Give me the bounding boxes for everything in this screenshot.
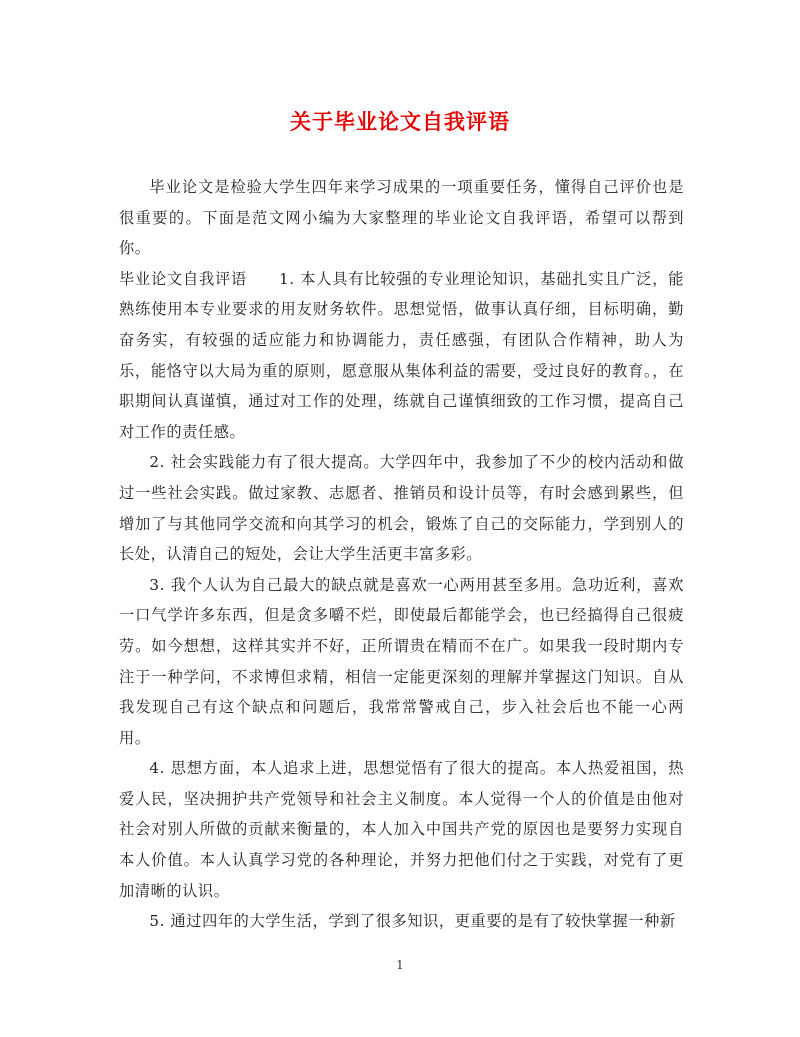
document-title: 关于毕业论文自我评语 [290, 110, 510, 134]
paragraph-3: 3. 我个人认为自己最大的缺点就是喜欢一心两用甚至多用。急功近利，喜欢一口气学许多东西，但是贪多嚼不烂，即使最后都能学会，也已经搞得自己很疲劳。如今想想，这样其实并不好，正所谓贵在精而不在广。如果我一段时期内专注于一种学问，不求博但求精，相信一定能更深刻的理解并掌握这门知识。自从我发现自己有这个缺点和问题后，我常常警戒自己，步入社会后也不能一心两用。 [119, 575, 684, 747]
document-body [119, 172, 684, 937]
page-number: 1 [396, 958, 404, 972]
intro-paragraph: 毕业论文是检验大学生四年来学习成果的一项重要任务，懂得自己评价也是很重要的。下面是范文网小编为大家整理的毕业论文自我评语，希望可以帮到你。 [119, 178, 684, 258]
paragraph-5: 5. 通过四年的大学生活，学到了很多知识，更重要的是有了较快掌握一种新 [149, 912, 676, 931]
paragraph-2: 2. 社会实践能力有了很大提高。大学四年中，我参加了不少的校内活动和做过一些社会实践。做过家教、志愿者、推销员和设计员等，有时会感到累些，但增加了与其他同学交流和向其学习的机会，锻炼了自己的交际能力，学到别人的长处，认清自己的短处，会让大学生活更丰富多彩。 [119, 453, 684, 564]
paragraph-4: 4. 思想方面，本人追求上进，思想觉悟有了很大的提高。本人热爱祖国，热爱人民，坚决拥护共产党领导和社会主义制度。本人觉得一个人的价值是由他对社会对别人所做的贡献来衡量的，本人加入中国共产党的原因也是要努力实现自本人价值。本人认真学习党的各种理论，并努力把他们付之于实践，对党有了更加清晰的认识。 [119, 759, 684, 900]
paragraph-1: 毕业论文自我评语 1. 本人具有比较强的专业理论知识，基础扎实且广泛，能熟练使用本专业要求的用友财务软件。思想觉悟，做事认真仔细，目标明确，勤奋务实，有较强的适应能力和协调能力，责任感强，有团队合作精神，助人为乐，能恪守以大局为重的原则，愿意服从集体利益的需要，受过良好的教育。，在职期间认真谨慎，通过对工作的处理，练就自己谨慎细致的工作习惯，提高自己对工作的责任感。 [119, 269, 684, 441]
